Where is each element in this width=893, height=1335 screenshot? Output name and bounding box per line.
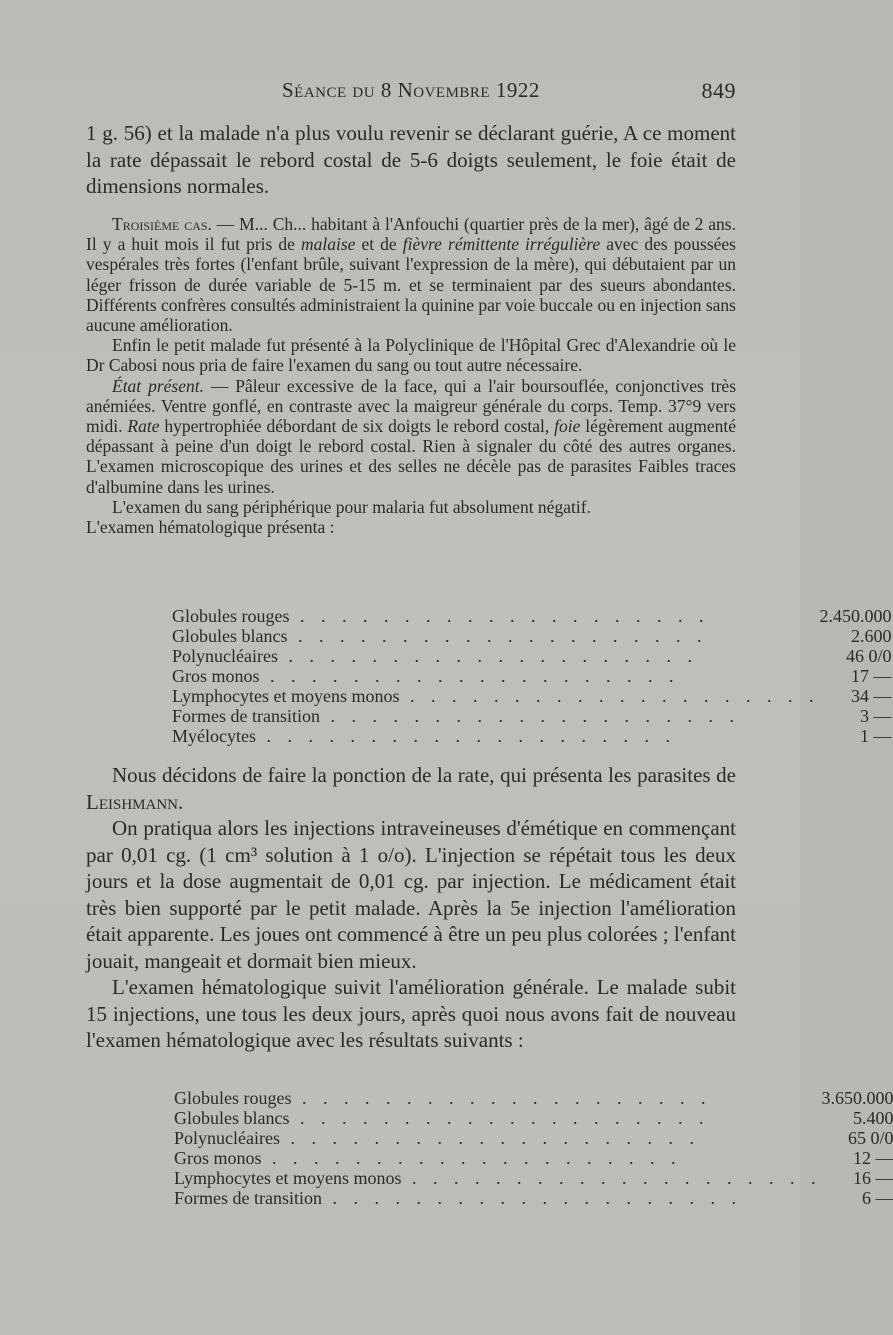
- row-value: 17 —: [850, 666, 892, 686]
- paragraph-sang: L'examen du sang périphérique pour malaria fut absolument négatif.: [112, 496, 591, 517]
- table-row: [174, 1108, 893, 1128]
- text-run: — Pâleur excessive de la face, qui a l'air boursouflée, conjonctives très anémiées. Ventre gonflé, en contraste avec la maigreur générale du corps. Temp. 37°9 vers midi.: [86, 375, 737, 437]
- paragraph-1: 1 g. 56) et la malade n'a plus voulu revenir se déclarant guérie, A ce moment la rate dépassait le rebord costal de 5-6 doigts seulement, le foie était de dimensions normales.: [86, 121, 736, 198]
- row-label: Globules blancs: [174, 1108, 290, 1128]
- table-row: [172, 706, 891, 726]
- table-row: [174, 1168, 893, 1188]
- row-value: 3 —: [859, 706, 892, 726]
- row-label-cell: [172, 686, 819, 706]
- row-label: Gros monos: [174, 1148, 262, 1168]
- row-label: Formes de transition: [174, 1188, 322, 1208]
- row-label-cell: [172, 646, 819, 666]
- italic-run: foie: [554, 416, 581, 437]
- row-value: 34 —: [850, 686, 892, 706]
- italic-run: Rate: [127, 416, 160, 437]
- leader-dots: . . . . . . . . . . . . . . . . . . . .: [255, 726, 676, 746]
- running-title: Séance du 8 Novembre 1922: [282, 78, 540, 102]
- row-label: Polynucléaires: [174, 1128, 280, 1148]
- paragraph-resultats: L'examen hématologique suivit l'amélioration générale. Le malade subit 15 injections, une tous les deux jours, après quoi nous avons fait de nouveau l'examen hématologique avec les résultats suivants :: [86, 975, 736, 1052]
- hematology-table-2: [174, 1088, 893, 1208]
- paragraph-polyclinique: Enfin le petit malade fut présenté à la Polyclinique de l'Hôpital Grec d'Alexandrie où le Dr Cabosi nous pria de faire l'examen du sang ou tout autre nécessaire.: [86, 335, 736, 376]
- row-label: Globules rouges: [172, 606, 290, 626]
- row-label-cell: [174, 1168, 821, 1188]
- table-row: [172, 626, 891, 646]
- table-row: [172, 666, 891, 686]
- row-label: Formes de transition: [172, 706, 320, 726]
- section-label: État présent.: [112, 375, 204, 396]
- row-label-cell: [172, 666, 819, 686]
- hematology-table-1: [172, 606, 891, 746]
- table-row: [172, 646, 891, 666]
- leader-dots: . . . . . . . . . . . . . . . . . . . .: [321, 1188, 742, 1208]
- text-run: — M... Ch... habitant à l'Anfouchi (quartier près de la mer), âgé de 2 ans. Il y a huit mois il fut pris de: [86, 214, 736, 255]
- page-number: 849: [701, 78, 736, 103]
- table-row: [172, 606, 891, 626]
- row-label: Polynucléaires: [172, 646, 278, 666]
- paragraph-etat-present: [86, 376, 736, 497]
- row-label-cell: [174, 1188, 821, 1208]
- table-row: [174, 1188, 893, 1208]
- author-name: Leishmann: [86, 789, 178, 814]
- row-label: Globules blancs: [172, 626, 288, 646]
- row-value: 6 —: [861, 1188, 893, 1208]
- row-value: 46 0/0: [845, 646, 892, 666]
- italic-run: fièvre rémittente irrégulière: [402, 234, 601, 255]
- row-label-cell: [172, 706, 819, 726]
- row-label-cell: [174, 1108, 821, 1128]
- row-label: Lymphocytes et moyens monos: [174, 1168, 402, 1188]
- row-label: Gros monos: [172, 666, 260, 686]
- text-run: Nous décidons de faire la ponction de la rate, qui présenta les parasites de: [112, 763, 736, 787]
- row-label-cell: [172, 726, 819, 746]
- row-value: 2.450.000: [819, 606, 892, 626]
- row-label-cell: [174, 1088, 821, 1108]
- row-value: 16 —: [852, 1168, 893, 1188]
- row-label: Lymphocytes et moyens monos: [172, 686, 400, 706]
- text-run: légèrement augmenté dépassant à peine d'un doigt le rebord costal. Rien à signaler du côté des autres organes. L'examen microscopique des urines et des selles ne décèle pas de parasites Faibles traces d'albumine dans les urines.: [86, 416, 736, 497]
- row-label-cell: [172, 626, 819, 646]
- leader-dots: . . . . . . . . . . . . . . . . . . . .: [261, 1148, 682, 1168]
- leader-dots: . . . . . . . . . . . . . . . . . . . .: [277, 646, 698, 666]
- paragraph-injections: On pratiqua alors les injections intraveineuses d'émétique en commençant par 0,01 cg. (1 cm³ solution à 1 o/o). L'injection se répétait tous les deux jours et la dose augmentait de 0,01 cg. par injection. Le médicament était très bien supporté par le petit malade. Après la 5e injection l'amélioration était apparente. Les joues ont commencé à être un peu plus colorées ; l'enfant jouait, mangeait et dormait bien mieux.: [86, 816, 736, 973]
- row-label: Myélocytes: [172, 726, 256, 746]
- row-value: 12 —: [852, 1148, 893, 1168]
- table-row: [174, 1148, 893, 1168]
- row-value: 3.650.000: [821, 1088, 893, 1108]
- paragraph-ponction: [86, 762, 736, 815]
- treatment-section: [86, 762, 736, 1054]
- table-row: [172, 726, 891, 746]
- row-label: Globules rouges: [174, 1088, 292, 1108]
- text-run: avec des poussées vespérales très fortes (l'enfant brûle, suivant l'expression de la mère), qui débutaient par un léger frisson de durée variable de 5-15 m. et se terminaient par des sueurs abondantes. Différents confrères consultés administraient la quinine par voie buccale ou en injection sans aucune amélioration.: [86, 234, 736, 336]
- row-value: 2.600: [850, 626, 892, 646]
- leader-dots: . . . . . . . . . . . . . . . . . . . .: [289, 606, 710, 626]
- paragraph-troisieme-cas: [86, 214, 736, 335]
- case-label: Troisième cas.: [112, 214, 212, 234]
- row-value: 1 —: [859, 726, 892, 746]
- table-row: [174, 1128, 893, 1148]
- row-value: 65 0/0: [847, 1128, 893, 1148]
- table-row: [174, 1088, 893, 1108]
- leader-dots: . . . . . . . . . . . . . . . . . . . .: [319, 706, 740, 726]
- case-description: [86, 214, 736, 537]
- leader-dots: . . . . . . . . . . . . . . . . . . . .: [399, 686, 820, 706]
- text-run: et de: [355, 234, 403, 255]
- paragraph-continuation: [86, 120, 736, 200]
- paragraph-hemato-intro: L'examen hématologique présenta :: [86, 517, 335, 538]
- text-run: hypertrophiée débordant de six doigts le rebord costal,: [159, 416, 555, 437]
- leader-dots: . . . . . . . . . . . . . . . . . . . .: [287, 626, 708, 646]
- italic-run: malaise: [300, 234, 356, 255]
- leader-dots: . . . . . . . . . . . . . . . . . . . .: [289, 1108, 710, 1128]
- row-label-cell: [172, 606, 819, 626]
- text-run: .: [178, 789, 184, 814]
- leader-dots: . . . . . . . . . . . . . . . . . . . .: [279, 1128, 700, 1148]
- row-value: 5.400: [852, 1108, 893, 1128]
- leader-dots: . . . . . . . . . . . . . . . . . . . .: [401, 1168, 822, 1188]
- row-label-cell: [174, 1128, 821, 1148]
- leader-dots: . . . . . . . . . . . . . . . . . . . .: [291, 1088, 712, 1108]
- row-label-cell: [174, 1148, 821, 1168]
- table-row: [172, 686, 891, 706]
- leader-dots: . . . . . . . . . . . . . . . . . . . .: [259, 666, 680, 686]
